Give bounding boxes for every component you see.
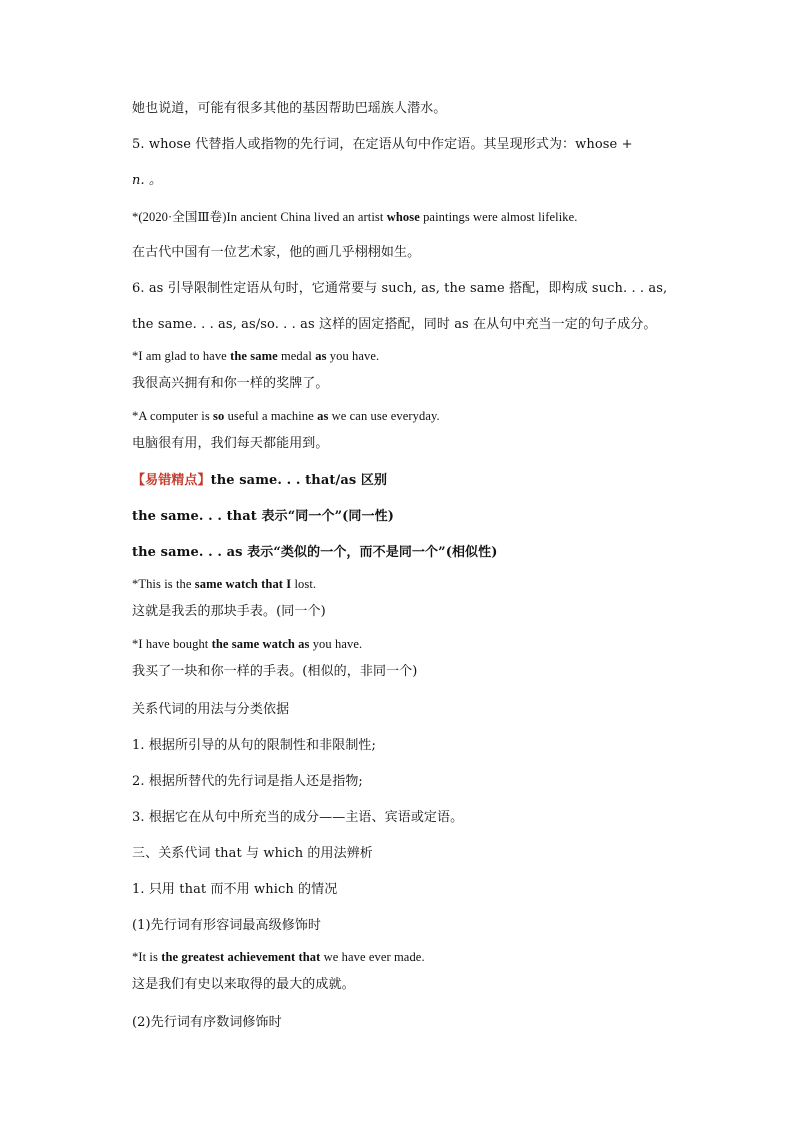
example-text: *A computer is — [132, 409, 214, 423]
translation-line: 我买了一块和你一样的手表。(相似的，非同一个) — [132, 664, 418, 679]
text-line: 6. as 引导限制性定语从句时，它通常要与 such, as, the same 搭配，即构成 such. . . as, — [132, 281, 668, 296]
translation-line: 这就是我丢的那块手表。(同一个) — [132, 604, 326, 619]
list-item: 1. 根据所引导的从句的限制性和非限制性; — [132, 738, 377, 753]
example-line — [132, 948, 672, 966]
example-bold: as — [317, 409, 329, 423]
translation-line: 电脑很有用，我们每天都能用到。 — [132, 436, 329, 451]
section-label: 关系代词的用法与分类依据 — [132, 702, 290, 717]
tip-heading — [132, 472, 672, 490]
text-line: 5. whose 代替指人或指物的先行词，在定语从句中作定语。其呈现形式为：whose + — [132, 137, 633, 152]
translation-line: 我很高兴拥有和你一样的奖牌了。 — [132, 376, 329, 391]
list-item: 2. 根据所替代的先行词是指人还是指物; — [132, 774, 363, 789]
example-bold: the greatest achievement that — [161, 950, 321, 964]
sub-item: (1)先行词有形容词最高级修饰时 — [132, 918, 322, 933]
tip-title: the same. . . that/as 区别 — [210, 473, 388, 488]
example-text: medal — [277, 349, 316, 363]
example-text: we have ever made. — [320, 950, 425, 964]
text-line: 她也说道，可能有很多其他的基因帮助巴瑶族人潜水。 — [132, 101, 447, 116]
tip-label: 【易错精点】 — [132, 473, 211, 488]
example-bold: the same watch as — [211, 637, 310, 651]
list-item: 3. 根据它在从句中所充当的成分——主语、宾语或定语。 — [132, 810, 464, 825]
example-text: we can use everyday. — [328, 409, 440, 423]
example-text: useful a machine — [224, 409, 318, 423]
text-line — [132, 172, 672, 190]
example-bold: as — [315, 349, 327, 363]
example-bold: whose — [386, 210, 420, 224]
example-text: *I have bought — [132, 637, 212, 651]
example-text: *I am glad to have — [132, 349, 231, 363]
example-line — [132, 208, 672, 226]
section-heading: 三、关系代词 that 与 which 的用法辨析 — [132, 846, 373, 861]
example-line — [132, 575, 672, 593]
example-line — [132, 407, 672, 425]
example-text: *This is the — [132, 577, 195, 591]
sub-item: (2)先行词有序数词修饰时 — [132, 1015, 282, 1030]
translation-line: 这是我们有史以来取得的最大的成就。 — [132, 977, 355, 992]
example-bold: same watch that I — [194, 577, 292, 591]
translation-line: 在古代中国有一位艺术家，他的画几乎栩栩如生。 — [132, 245, 421, 260]
example-text: paintings were almost lifelike. — [419, 210, 578, 224]
example-line — [132, 347, 672, 365]
example-bold: so — [213, 409, 225, 423]
list-item: 1. 只用 that 而不用 which 的情况 — [132, 882, 338, 897]
example-text: you have. — [326, 349, 380, 363]
example-bold: the same — [230, 349, 278, 363]
example-text: you have. — [309, 637, 363, 651]
example-text: lost. — [291, 577, 317, 591]
example-text: *It is — [132, 950, 162, 964]
italic-n: n. 。 — [132, 173, 163, 188]
text-line: the same. . . as, as/so. . . as 这样的固定搭配，同时 as 在从句中充当一定的句子成分。 — [132, 317, 657, 332]
example-text: *(2020·全国Ⅲ卷)In ancient China lived an artist — [132, 210, 387, 224]
tip-point: the same. . . as 表示“类似的一个，而不是同一个”(相似性) — [132, 545, 498, 560]
example-line — [132, 635, 672, 653]
tip-point: the same. . . that 表示“同一个”(同一性) — [132, 509, 394, 524]
